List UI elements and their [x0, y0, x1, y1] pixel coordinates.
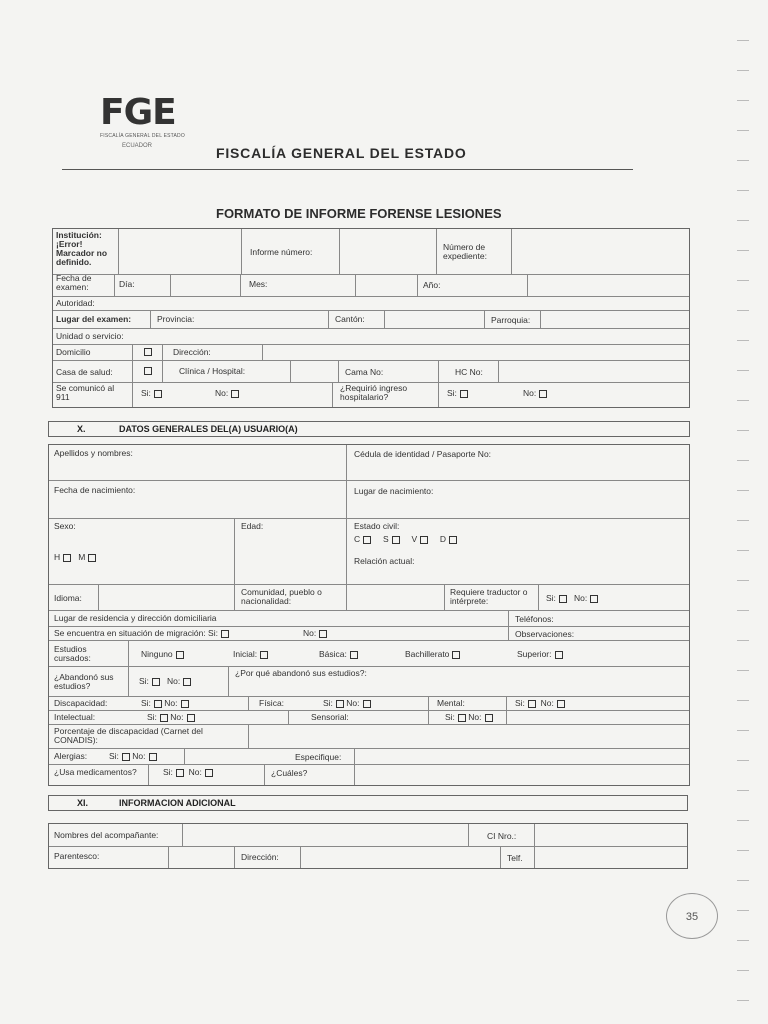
autoridad-label: Autoridad:	[56, 298, 95, 308]
section-x-number: X.	[77, 424, 86, 434]
h-text: H	[54, 552, 61, 562]
porcentaje-label: Porcentaje de discapacidad (Carnet del CONADIS):	[54, 726, 203, 745]
discapacidad-label: Discapacidad:	[54, 698, 108, 708]
no-text: No:	[164, 698, 178, 708]
row-nacimiento	[49, 481, 689, 519]
fisica-no-checkbox[interactable]	[363, 700, 371, 708]
mental-si-checkbox[interactable]	[528, 700, 536, 708]
nacimiento-label: Fecha de nacimiento:	[54, 485, 136, 495]
no-text: No:	[468, 712, 482, 722]
row-casa-salud	[53, 361, 689, 383]
basica-checkbox[interactable]	[350, 651, 358, 659]
row-porcentaje	[49, 725, 689, 749]
unidad-label: Unidad o servicio:	[56, 331, 124, 341]
comunico-no	[215, 389, 239, 398]
abandono-options	[139, 677, 191, 686]
telf-label: Telf.	[507, 853, 523, 863]
logo-country: ECUADOR	[122, 143, 153, 149]
migracion-no	[303, 629, 327, 638]
dia-label: Día:	[119, 279, 135, 289]
d-text: D	[439, 534, 447, 544]
no-text: No:	[523, 388, 537, 398]
row-migracion	[49, 627, 689, 641]
medicamentos-label: ¿Usa medicamentos?	[54, 767, 137, 777]
row-intelectual	[49, 711, 689, 725]
header-table	[52, 228, 690, 408]
abandono-no-checkbox[interactable]	[183, 678, 191, 686]
si-text: Si:	[139, 676, 149, 686]
institucion-label: Institución: ¡Error! Marcador no definido.	[56, 230, 108, 267]
no-text: No:	[167, 676, 181, 686]
page-number: 35	[666, 893, 718, 939]
direccion-label: Dirección:	[173, 347, 211, 357]
inicial-checkbox[interactable]	[260, 651, 268, 659]
inicial-text: Inicial:	[233, 649, 258, 659]
si-text: Si:	[141, 388, 151, 398]
informe-label: Informe número:	[250, 247, 313, 257]
logo-subtitle: FISCALÍA GENERAL DEL ESTADO	[100, 133, 185, 139]
porque-label: ¿Por qué abandonó sus estudios?:	[235, 668, 367, 678]
mental-no-checkbox[interactable]	[557, 700, 565, 708]
migracion-text: Se encuentra en situación de migración: Si:	[54, 628, 218, 638]
no-text: No:	[132, 751, 146, 761]
v-checkbox[interactable]	[420, 536, 428, 544]
si-text: Si:	[147, 712, 157, 722]
provincia-label: Provincia:	[157, 314, 195, 324]
section-x-header	[48, 421, 690, 437]
fecha-label: Fecha de examen:	[56, 273, 92, 292]
sexo-label: Sexo:	[54, 521, 76, 531]
domicilio-checkbox[interactable]	[144, 348, 152, 356]
row-residencia	[49, 611, 689, 627]
m-checkbox[interactable]	[88, 554, 96, 562]
d-checkbox[interactable]	[449, 536, 457, 544]
requirio-no-checkbox[interactable]	[539, 390, 547, 398]
row-fecha	[53, 275, 689, 297]
clinica-label: Clínica / Hospital:	[179, 366, 246, 376]
bachillerato-text: Bachillerato	[405, 649, 450, 659]
logo-text: FGE	[100, 92, 176, 133]
si-text: Si:	[515, 698, 525, 708]
datos-table	[48, 444, 690, 786]
alergias-label: Alergias:	[54, 751, 88, 761]
telefonos-label: Teléfonos:	[515, 614, 554, 624]
no-text: No:	[188, 767, 202, 777]
comunico-label: Se comunicó al 911	[56, 383, 115, 402]
lugar-label: Lugar del examen:	[56, 314, 132, 324]
si-text: Si:	[109, 751, 119, 761]
superior-option	[517, 650, 563, 659]
si-text: Si:	[447, 388, 457, 398]
fisica-si-checkbox[interactable]	[336, 700, 344, 708]
si-text: Si:	[141, 698, 151, 708]
casa-salud-label: Casa de salud:	[56, 367, 113, 377]
cama-label: Cama No:	[345, 367, 384, 377]
cuales-label: ¿Cuáles?	[271, 768, 308, 778]
sensorial-si-checkbox[interactable]	[458, 714, 466, 722]
expediente-label: Número de expediente:	[443, 242, 487, 261]
fge-logo	[100, 92, 185, 149]
comunico-si	[141, 389, 162, 398]
row-abandono	[49, 667, 689, 697]
sensorial-no-checkbox[interactable]	[485, 714, 493, 722]
inicial-option	[233, 650, 268, 659]
anio-label: Año:	[423, 280, 441, 290]
basica-option	[319, 650, 358, 659]
edad-label: Edad:	[241, 521, 264, 531]
alergias-si-checkbox[interactable]	[122, 753, 130, 761]
residencia-label: Lugar de residencia y dirección domiciliaria	[54, 613, 217, 623]
requirio-no	[523, 389, 547, 398]
si-text: Si:	[445, 712, 455, 722]
ninguno-checkbox[interactable]	[176, 651, 184, 659]
direccion-label: Dirección:	[241, 852, 279, 862]
row-domicilio	[53, 345, 689, 361]
row-alergias	[49, 749, 689, 765]
si-text: Si:	[323, 698, 333, 708]
bachillerato-option	[405, 650, 460, 659]
intelectual-label: Intelectual:	[54, 712, 96, 722]
section-xi-number: XI.	[77, 798, 89, 808]
cedula-label: Cédula de identidad / Pasaporte No:	[354, 449, 492, 459]
fisica-options	[323, 699, 371, 708]
row-parentesco	[49, 847, 687, 868]
lugar-nac-label: Lugar de nacimiento:	[354, 486, 434, 496]
mental-label: Mental:	[437, 698, 465, 708]
s-text: S	[382, 534, 389, 544]
section-x-title: DATOS GENERALES DEL(A) USUARIO(A)	[119, 424, 298, 434]
discapacidad-no-checkbox[interactable]	[181, 700, 189, 708]
hc-label: HC No:	[455, 367, 483, 377]
sensorial-label: Sensorial:	[311, 712, 349, 722]
sexo-options	[54, 553, 96, 562]
observaciones-label: Observaciones:	[515, 629, 575, 639]
org-name: FISCALÍA GENERAL DEL ESTADO	[216, 145, 467, 161]
domicilio-label: Domicilio	[56, 347, 91, 357]
traductor-options	[546, 594, 598, 603]
ci-label: CI Nro.:	[487, 831, 517, 841]
basica-text: Básica:	[319, 649, 347, 659]
medicamentos-no-checkbox[interactable]	[205, 769, 213, 777]
row-unidad	[53, 329, 689, 345]
parentesco-label: Parentesco:	[54, 851, 100, 861]
medicamentos-si-checkbox[interactable]	[176, 769, 184, 777]
migracion-no-checkbox[interactable]	[319, 630, 327, 638]
comunidad-label: Comunidad, pueblo o nacionalidad:	[241, 587, 322, 606]
idioma-label: Idioma:	[54, 593, 82, 603]
superior-checkbox[interactable]	[555, 651, 563, 659]
parroquia-label: Parroquia:	[491, 315, 531, 325]
m-text: M	[78, 552, 86, 562]
row-lugar	[53, 311, 689, 329]
discapacidad-options	[141, 699, 189, 708]
v-text: V	[411, 534, 418, 544]
row-institucion	[53, 229, 689, 275]
migracion-label	[54, 629, 229, 638]
intelectual-si-checkbox[interactable]	[160, 714, 168, 722]
row-estudios	[49, 641, 689, 667]
estado-civil-options	[354, 535, 457, 544]
row-discapacidad	[49, 697, 689, 711]
no-text: No:	[346, 698, 360, 708]
comunico-si-checkbox[interactable]	[154, 390, 162, 398]
casa-salud-checkbox[interactable]	[144, 367, 152, 375]
section-xi-title: INFORMACION ADICIONAL	[119, 798, 236, 808]
row-sexo	[49, 519, 689, 585]
row-apellidos	[49, 445, 689, 481]
row-autoridad	[53, 297, 689, 311]
sensorial-options	[445, 713, 493, 722]
no-text: No:	[574, 593, 588, 603]
s-checkbox[interactable]	[392, 536, 400, 544]
acompanante-label: Nombres del acompañante:	[54, 830, 159, 840]
alergias-options	[109, 752, 157, 761]
mental-options	[515, 699, 565, 708]
migracion-si-checkbox[interactable]	[221, 630, 229, 638]
relacion-label: Relación actual:	[354, 556, 415, 566]
adicional-table	[48, 823, 688, 869]
especifique-label: Especifique:	[295, 752, 342, 762]
no-text: No:	[303, 628, 317, 638]
intelectual-options	[147, 713, 195, 722]
h-checkbox[interactable]	[63, 554, 71, 562]
estudios-label: Estudios cursados:	[54, 644, 91, 663]
bachillerato-checkbox[interactable]	[452, 651, 460, 659]
canton-label: Cantón:	[335, 314, 365, 324]
medicamentos-options	[163, 768, 213, 777]
traductor-label: Requiere traductor o intérprete:	[450, 587, 528, 606]
ninguno-text: Ninguno	[141, 649, 173, 659]
si-text: Si:	[163, 767, 173, 777]
no-text: No:	[170, 712, 184, 722]
traductor-si-checkbox[interactable]	[559, 595, 567, 603]
no-text: No:	[540, 698, 554, 708]
row-911	[53, 383, 689, 407]
abandono-si-checkbox[interactable]	[152, 678, 160, 686]
estado-civil-label: Estado civil:	[354, 521, 400, 531]
apellidos-label: Apellidos y nombres:	[54, 448, 133, 458]
c-checkbox[interactable]	[363, 536, 371, 544]
row-idioma	[49, 585, 689, 611]
traductor-no-checkbox[interactable]	[590, 595, 598, 603]
fisica-label: Física:	[259, 698, 285, 708]
superior-text: Superior:	[517, 649, 552, 659]
requirio-label: ¿Requirió ingreso hospitalario?	[340, 383, 408, 402]
requirio-si	[447, 389, 468, 398]
row-medicamentos	[49, 765, 689, 785]
comunico-no-checkbox[interactable]	[231, 390, 239, 398]
ninguno-option	[141, 650, 184, 659]
discapacidad-si-checkbox[interactable]	[154, 700, 162, 708]
alergias-no-checkbox[interactable]	[149, 753, 157, 761]
section-xi-header	[48, 795, 688, 811]
abandono-label: ¿Abandonó sus estudios?	[54, 672, 114, 691]
form-title: FORMATO DE INFORME FORENSE LESIONES	[216, 206, 502, 221]
no-text: No:	[215, 388, 229, 398]
intelectual-no-checkbox[interactable]	[187, 714, 195, 722]
si-text: Si:	[546, 593, 556, 603]
mes-label: Mes:	[249, 279, 268, 289]
row-acompanante	[49, 824, 687, 847]
c-text: C	[354, 534, 361, 544]
header-divider	[62, 169, 633, 170]
requirio-si-checkbox[interactable]	[460, 390, 468, 398]
